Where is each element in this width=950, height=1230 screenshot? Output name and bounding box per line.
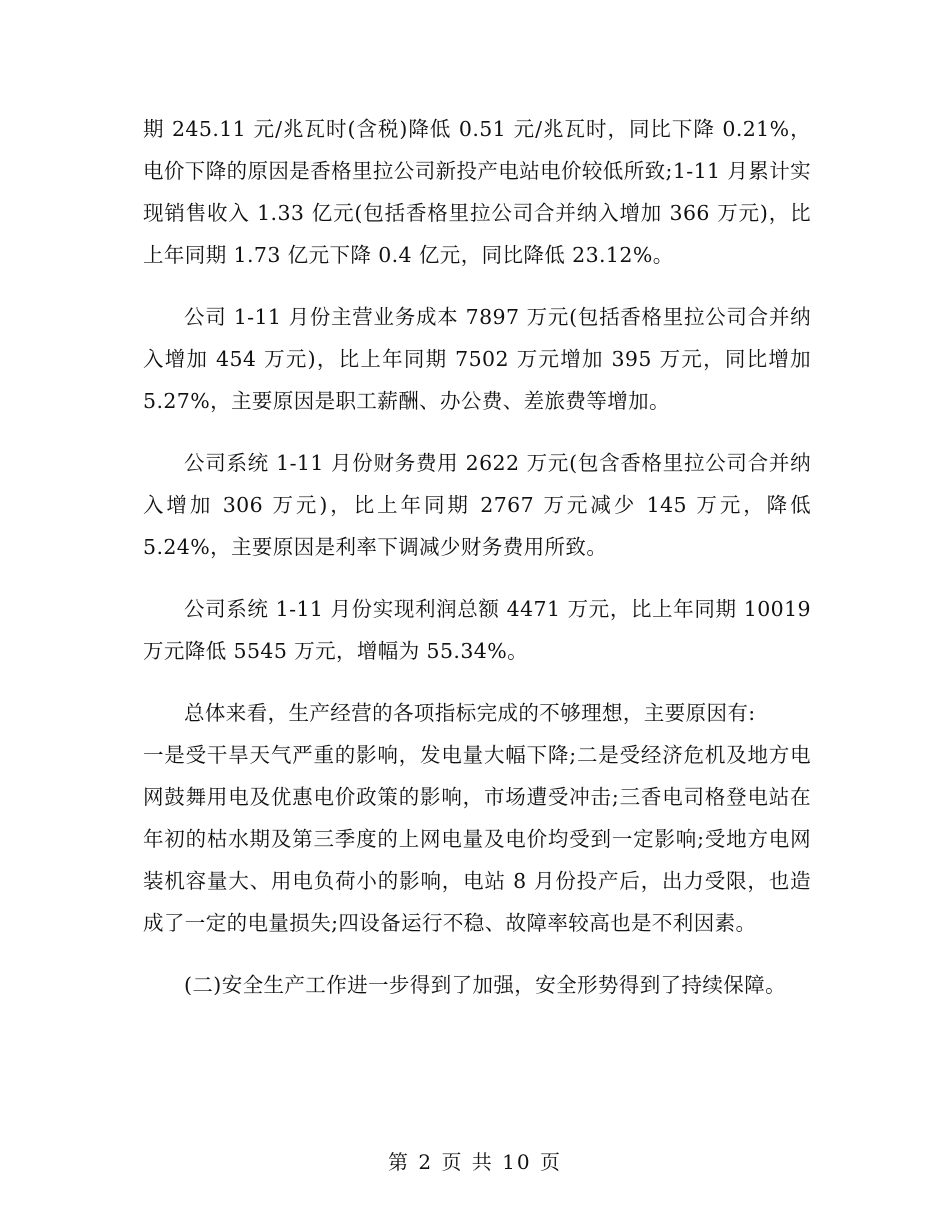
document-body xyxy=(143,108,811,1026)
paragraph-sales-revenue: 期 245.11 元/兆瓦时(含税)降低 0.51 元/兆瓦时，同比下降 0.21%，电价下降的原因是香格里拉公司新投产电站电价较低所致;1-11 月累计实现销售收入 1.33 亿元(包括香格里拉公司合并纳入增加 366 万元)，比上年同期 1.73 亿元下降 0.4 亿元，同比降低 23.12%。 xyxy=(143,117,811,267)
paragraph-financial-expenses: 公司系统 1-11 月份财务费用 2622 万元(包含香格里拉公司合并纳入增加 306 万元)，比上年同期 2767 万元减少 145 万元，降低 5.24%，主要原因是利率下调减少财务费用所致。 xyxy=(143,451,811,559)
paragraph-total-profit: 公司系统 1-11 月份实现利润总额 4471 万元，比上年同期 10019 万元降低 5545 万元，增幅为 55.34%。 xyxy=(143,597,811,663)
paragraph-reasons: 一是受干旱天气严重的影响，发电量大幅下降;二是受经济危机及地方电网鼓舞用电及优惠电价政策的影响，市场遭受冲击;三香电司格登电站在年初的枯水期及第三季度的上网电量及电价均受到一定影响;受地方电网装机容量大、用电负荷小的影响，电站 8 月份投产后，出力受限，也造成了一定的电量损失;四设备运行不稳、故障率较高也是不利因素。 xyxy=(143,743,811,935)
paragraph-safety-heading: (二)安全生产工作进一步得到了加强，安全形势得到了持续保障。 xyxy=(184,973,786,997)
page-number-footer: 第 2 页 共 10 页 xyxy=(388,1150,562,1174)
paragraph-overall-summary: 总体来看，生产经营的各项指标完成的不够理想，主要原因有: xyxy=(184,701,756,725)
paragraph-main-business-cost: 公司 1-11 月份主营业务成本 7897 万元(包括香格里拉公司合并纳入增加 454 万元)，比上年同期 7502 万元增加 395 万元，同比增加 5.27%，主要原因是职工薪酬、办公费、差旅费等增加。 xyxy=(143,305,811,413)
